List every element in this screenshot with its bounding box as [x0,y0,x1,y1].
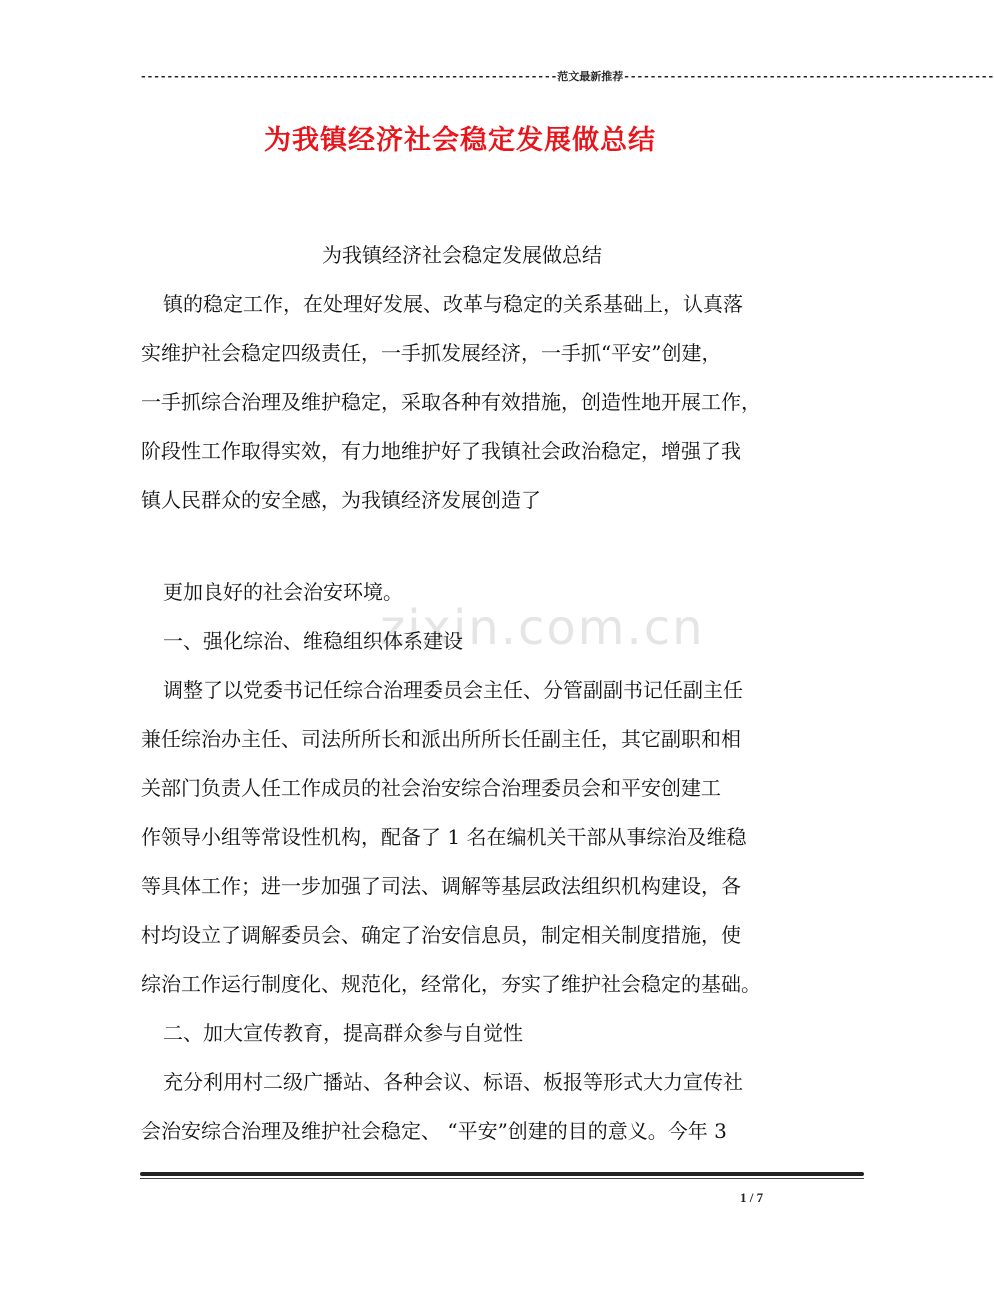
paragraph-line: 镇人民群众的安全感，为我镇经济发展创造了 [141,488,541,512]
paragraph-line: 兼任综治办主任、司法所所长和派出所所长任副主任，其它副职和相 [141,727,741,751]
paragraph-line: 等具体工作；进一步加强了司法、调解等基层政法组织机构建设，各 [141,874,741,898]
paragraph-line: 村均设立了调解委员会、确定了治安信息员，制定相关制度措施，使 [141,923,741,947]
paragraph-line: 调整了以党委书记任综合治理委员会主任、分管副副书记任副主任 [163,678,743,702]
page-number: 1 / 7 [740,1190,764,1205]
paragraph-line: 镇的稳定工作，在处理好发展、改革与稳定的关系基础上，认真落 [163,292,743,316]
paragraph-line: 综治工作运行制度化、规范化，经常化，夯实了维护社会稳定的基础。 [141,972,761,996]
paragraph-line: 关部门负责人任工作成员的社会治安综合治理委员会和平安创建工 [141,776,721,800]
document-title: 为我镇经济社会稳定发展做总结 [264,125,656,156]
footer-rule-thin [140,1178,864,1179]
paragraph-line: 实维护社会稳定四级责任，一手抓发展经济，一手抓“平安”创建， [141,341,722,365]
section-heading: 二、加大宣传教育，提高群众参与自觉性 [163,1021,523,1045]
paragraph-line: 充分利用村二级广播站、各种会议、标语、板报等形式大力宣传社 [163,1070,743,1094]
paragraph-line: 阶段性工作取得实效，有力地维护好了我镇社会政治稳定，增强了我 [141,439,741,463]
paragraph-line: 一手抓综合治理及维护稳定，采取各种有效措施，创造性地开展工作， [141,390,761,414]
footer-rule [140,1172,864,1176]
paragraph-line: 作领导小组等常设性机构，配备了 1 名在编机关干部从事综治及维稳 [141,825,747,849]
paragraph-line: 更加良好的社会治安环境。 [163,580,403,604]
subtitle: 为我镇经济社会稳定发展做总结 [322,243,602,267]
header-dashed-rule: ---------------------------------------------------------------范文最新推荐-------------------------------------------------------- [140,70,994,83]
section-heading: 一、强化综治、维稳组织体系建设 [163,629,463,653]
body-block-2 [141,568,783,1156]
paragraph-line: 会治安综合治理及维护社会稳定、 “平安”创建的目的意义。今年 3 [141,1119,727,1143]
watermark: zixin.com.cn [380,600,705,656]
body-block-1 [141,231,783,525]
